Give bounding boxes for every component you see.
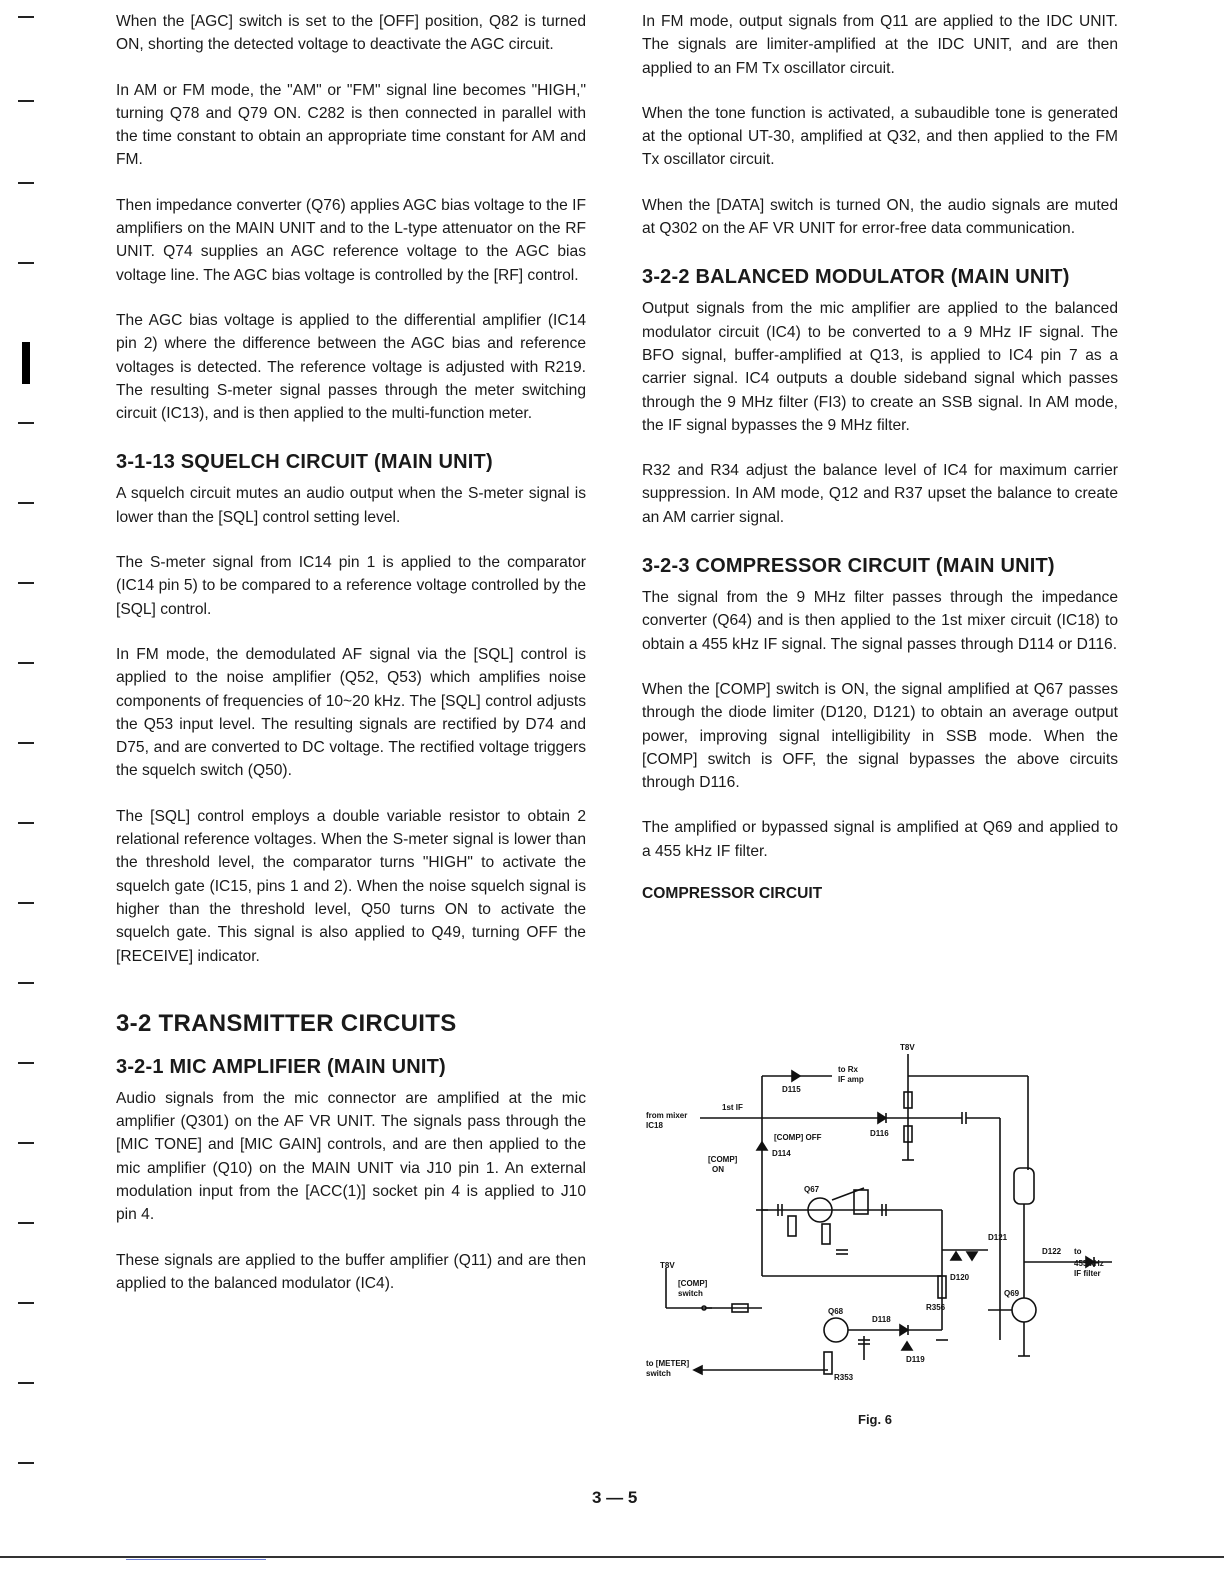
margin-mark	[18, 1222, 34, 1224]
page-bottom-rule	[0, 1556, 1224, 1558]
paragraph: When the [AGC] switch is set to the [OFF] position, Q82 is turned ON, shorting the detected voltage to deactivate the AGC circuit.	[116, 13, 586, 54]
paragraph: When the tone function is activated, a subaudible tone is generated at the optional UT-30, amplified at Q32, and then applied to the FM Tx oscillator circuit.	[642, 104, 1118, 169]
paragraph: A squelch circuit mutes an audio output when the S-meter signal is lower than the [SQL] control setting level.	[116, 485, 586, 526]
section-heading-balanced-modulator: 3-2-2 BALANCED MODULATOR (MAIN UNIT)	[642, 266, 1070, 289]
label-switch: switch	[678, 1289, 703, 1298]
chapter-heading-transmitter: 3-2 TRANSMITTER CIRCUITS	[116, 1009, 457, 1037]
label-ic18: IC18	[646, 1121, 663, 1130]
label-1st-if: 1st IF	[722, 1103, 743, 1112]
margin-mark	[18, 1142, 34, 1144]
section-heading-mic-amplifier: 3-2-1 MIC AMPLIFIER (MAIN UNIT)	[116, 1055, 446, 1078]
label-from-mixer: from mixer	[646, 1111, 688, 1120]
label-if-amp: IF amp	[838, 1075, 864, 1084]
label-if-filter: IF filter	[1074, 1269, 1101, 1278]
label-r356: R356	[926, 1303, 946, 1312]
margin-mark	[18, 422, 34, 424]
margin-mark	[18, 582, 34, 584]
margin-mark	[18, 982, 34, 984]
section-heading-squelch: 3-1-13 SQUELCH CIRCUIT (MAIN UNIT)	[116, 451, 493, 474]
paragraph: These signals are applied to the buffer amplifier (Q11) and are then applied to the balanced modulator (IC4).	[116, 1251, 586, 1292]
paragraph: The S-meter signal from IC14 pin 1 is applied to the comparator (IC14 pin 5) to be compared to a reference voltage controlled by the [SQL] control.	[116, 554, 586, 618]
paragraph: When the [COMP] switch is ON, the signal amplified at Q67 passes through the diode limiter (D120, D121) to obtain an average output power, improving signal intelligibility in SSB mode. When the [COMP] switch is OFF, the signal bypasses the above circuits through D116.	[642, 680, 1118, 792]
label-meter-switch: switch	[646, 1369, 671, 1378]
label-r353: R353	[834, 1373, 854, 1382]
margin-mark	[18, 100, 34, 102]
figure-title: COMPRESSOR CIRCUIT	[642, 885, 823, 903]
label-comp-switch: [COMP]	[678, 1279, 708, 1288]
margin-marks	[0, 0, 60, 1584]
label-d116: D116	[870, 1129, 889, 1138]
margin-mark	[18, 16, 34, 18]
paragraph: Output signals from the mic amplifier are applied to the balanced modulator circuit (IC4) to be converted to a 9 MHz IF signal. The BFO signal, buffer-amplified at Q13, is applied to IC4 pin 7 as a carrier signal. IC4 outputs a double sideband signal which passes through the 9 MHz filter (FI3) to create an SSB signal. In AM mode, the IF signal bypasses the 9 MHz filter.	[642, 300, 1118, 434]
label-t8v-top: T8V	[900, 1043, 915, 1052]
paragraph: The AGC bias voltage is applied to the differential amplifier (IC14 pin 2) where the difference between the AGC bias and reference voltages is detected. The reference voltage is adjusted with R219. The resulting S-meter signal passes through the meter switching circuit (IC13), and is then applied to the multi-function meter.	[116, 311, 586, 423]
paragraph: In AM or FM mode, the "AM" or "FM" signal line becomes "HIGH," turning Q78 and Q79 ON. C282 is then connected in parallel with the time constant to obtain an appropriate time constant for AM and FM.	[116, 81, 586, 169]
circuit-schematic	[642, 1040, 1122, 1390]
paragraph: Audio signals from the mic connector are amplified at the mic amplifier (Q301) on the AF VR UNIT. The signals pass through the [MIC TONE] and [MIC GAIN] controls, and are then applied to the mic amplifier (Q10) on the MAIN UNIT via J10 pin 1. An external modulation input from the [ACC(1)] socket pin 4 is applied to J10 pin 4.	[116, 1089, 586, 1224]
paragraph: In FM mode, the demodulated AF signal via the [SQL] control is applied to the noise amplifier (Q52, Q53) which amplifies noise components of frequencies of 10~20 kHz. The [SQL] control adjusts the Q53 input level. The resulting signals are rectified by D74 and D75, and are converted to DC voltage. The rectified voltage triggers the squelch switch (Q50).	[116, 645, 586, 780]
figure-caption: Fig. 6	[858, 1412, 892, 1427]
margin-mark	[18, 902, 34, 904]
paragraph: The signal from the 9 MHz filter passes through the impedance converter (Q64) and is then applied to the 1st mixer circuit (IC18) to obtain a 455 kHz IF signal. The signal passes through D114 or D116.	[642, 589, 1118, 653]
paragraph: The [SQL] control employs a double variable resistor to obtain 2 relational reference voltages. When the S-meter signal is lower than the threshold level, the comparator turns "HIGH" to activate the squelch gate (IC15, pins 1 and 2). When the noise squelch signal is higher than the threshold level, Q50 turns ON to activate the squelch gate. This signal is also applied to Q49, turning OFF the [RECEIVE] indicator.	[116, 807, 586, 965]
label-q67: Q67	[804, 1185, 820, 1194]
label-d121: D121	[988, 1233, 1008, 1242]
left-column	[116, 10, 586, 1317]
margin-mark	[18, 262, 34, 264]
label-d119: D119	[906, 1355, 925, 1364]
margin-mark	[18, 1462, 34, 1464]
page-number: 3 — 5	[592, 1488, 638, 1507]
label-t8v-left: T8V	[660, 1261, 675, 1270]
paragraph: In FM mode, output signals from Q11 are applied to the IDC UNIT. The signals are limiter-amplified at the IDC UNIT, and are then applied to an FM Tx oscillator circuit.	[642, 13, 1118, 77]
margin-mark	[18, 502, 34, 504]
margin-mark	[18, 182, 34, 184]
label-comp-off: [COMP] OFF	[774, 1133, 822, 1142]
margin-mark	[18, 822, 34, 824]
scan-artifact-line	[126, 1559, 266, 1560]
margin-mark	[18, 662, 34, 664]
label-on: ON	[712, 1165, 724, 1174]
label-q68: Q68	[828, 1307, 844, 1316]
margin-mark	[18, 1302, 34, 1304]
label-d118: D118	[872, 1315, 891, 1324]
label-comp-on: [COMP]	[708, 1155, 738, 1164]
label-455-khz: 455 kHz	[1074, 1259, 1104, 1268]
paragraph: R32 and R34 adjust the balance level of IC4 for maximum carrier suppression. In AM mode, Q12 and R37 upset the balance to create an AM carrier signal.	[642, 462, 1118, 526]
paragraph: The amplified or bypassed signal is amplified at Q69 and applied to a 455 kHz IF filter.	[642, 819, 1118, 860]
right-column	[642, 10, 1118, 909]
label-to: to	[1074, 1247, 1082, 1256]
paragraph: When the [DATA] switch is turned ON, the audio signals are muted at Q302 on the AF VR UNIT for error-free data communication.	[642, 196, 1118, 238]
margin-mark	[18, 1062, 34, 1064]
margin-mark	[18, 1382, 34, 1384]
label-to-meter: to [METER]	[646, 1359, 690, 1368]
label-to-rx: to Rx	[838, 1065, 858, 1074]
paragraph: Then impedance converter (Q76) applies AGC bias voltage to the IF amplifiers on the MAIN UNIT and to the L-type attenuator on the RF UNIT. Q74 supplies an AGC reference voltage to the AGC bias voltage line. The AGC bias voltage is controlled by the [RF] control.	[116, 196, 586, 284]
label-d114: D114	[772, 1149, 791, 1158]
label-d120: D120	[950, 1273, 970, 1282]
compressor-circuit-diagram	[642, 1040, 1122, 1390]
margin-mark	[18, 742, 34, 744]
label-d122: D122	[1042, 1247, 1062, 1256]
label-d115: D115	[782, 1085, 801, 1094]
section-heading-compressor: 3-2-3 COMPRESSOR CIRCUIT (MAIN UNIT)	[642, 555, 1055, 578]
margin-bar	[22, 342, 30, 384]
label-q69: Q69	[1004, 1289, 1020, 1298]
